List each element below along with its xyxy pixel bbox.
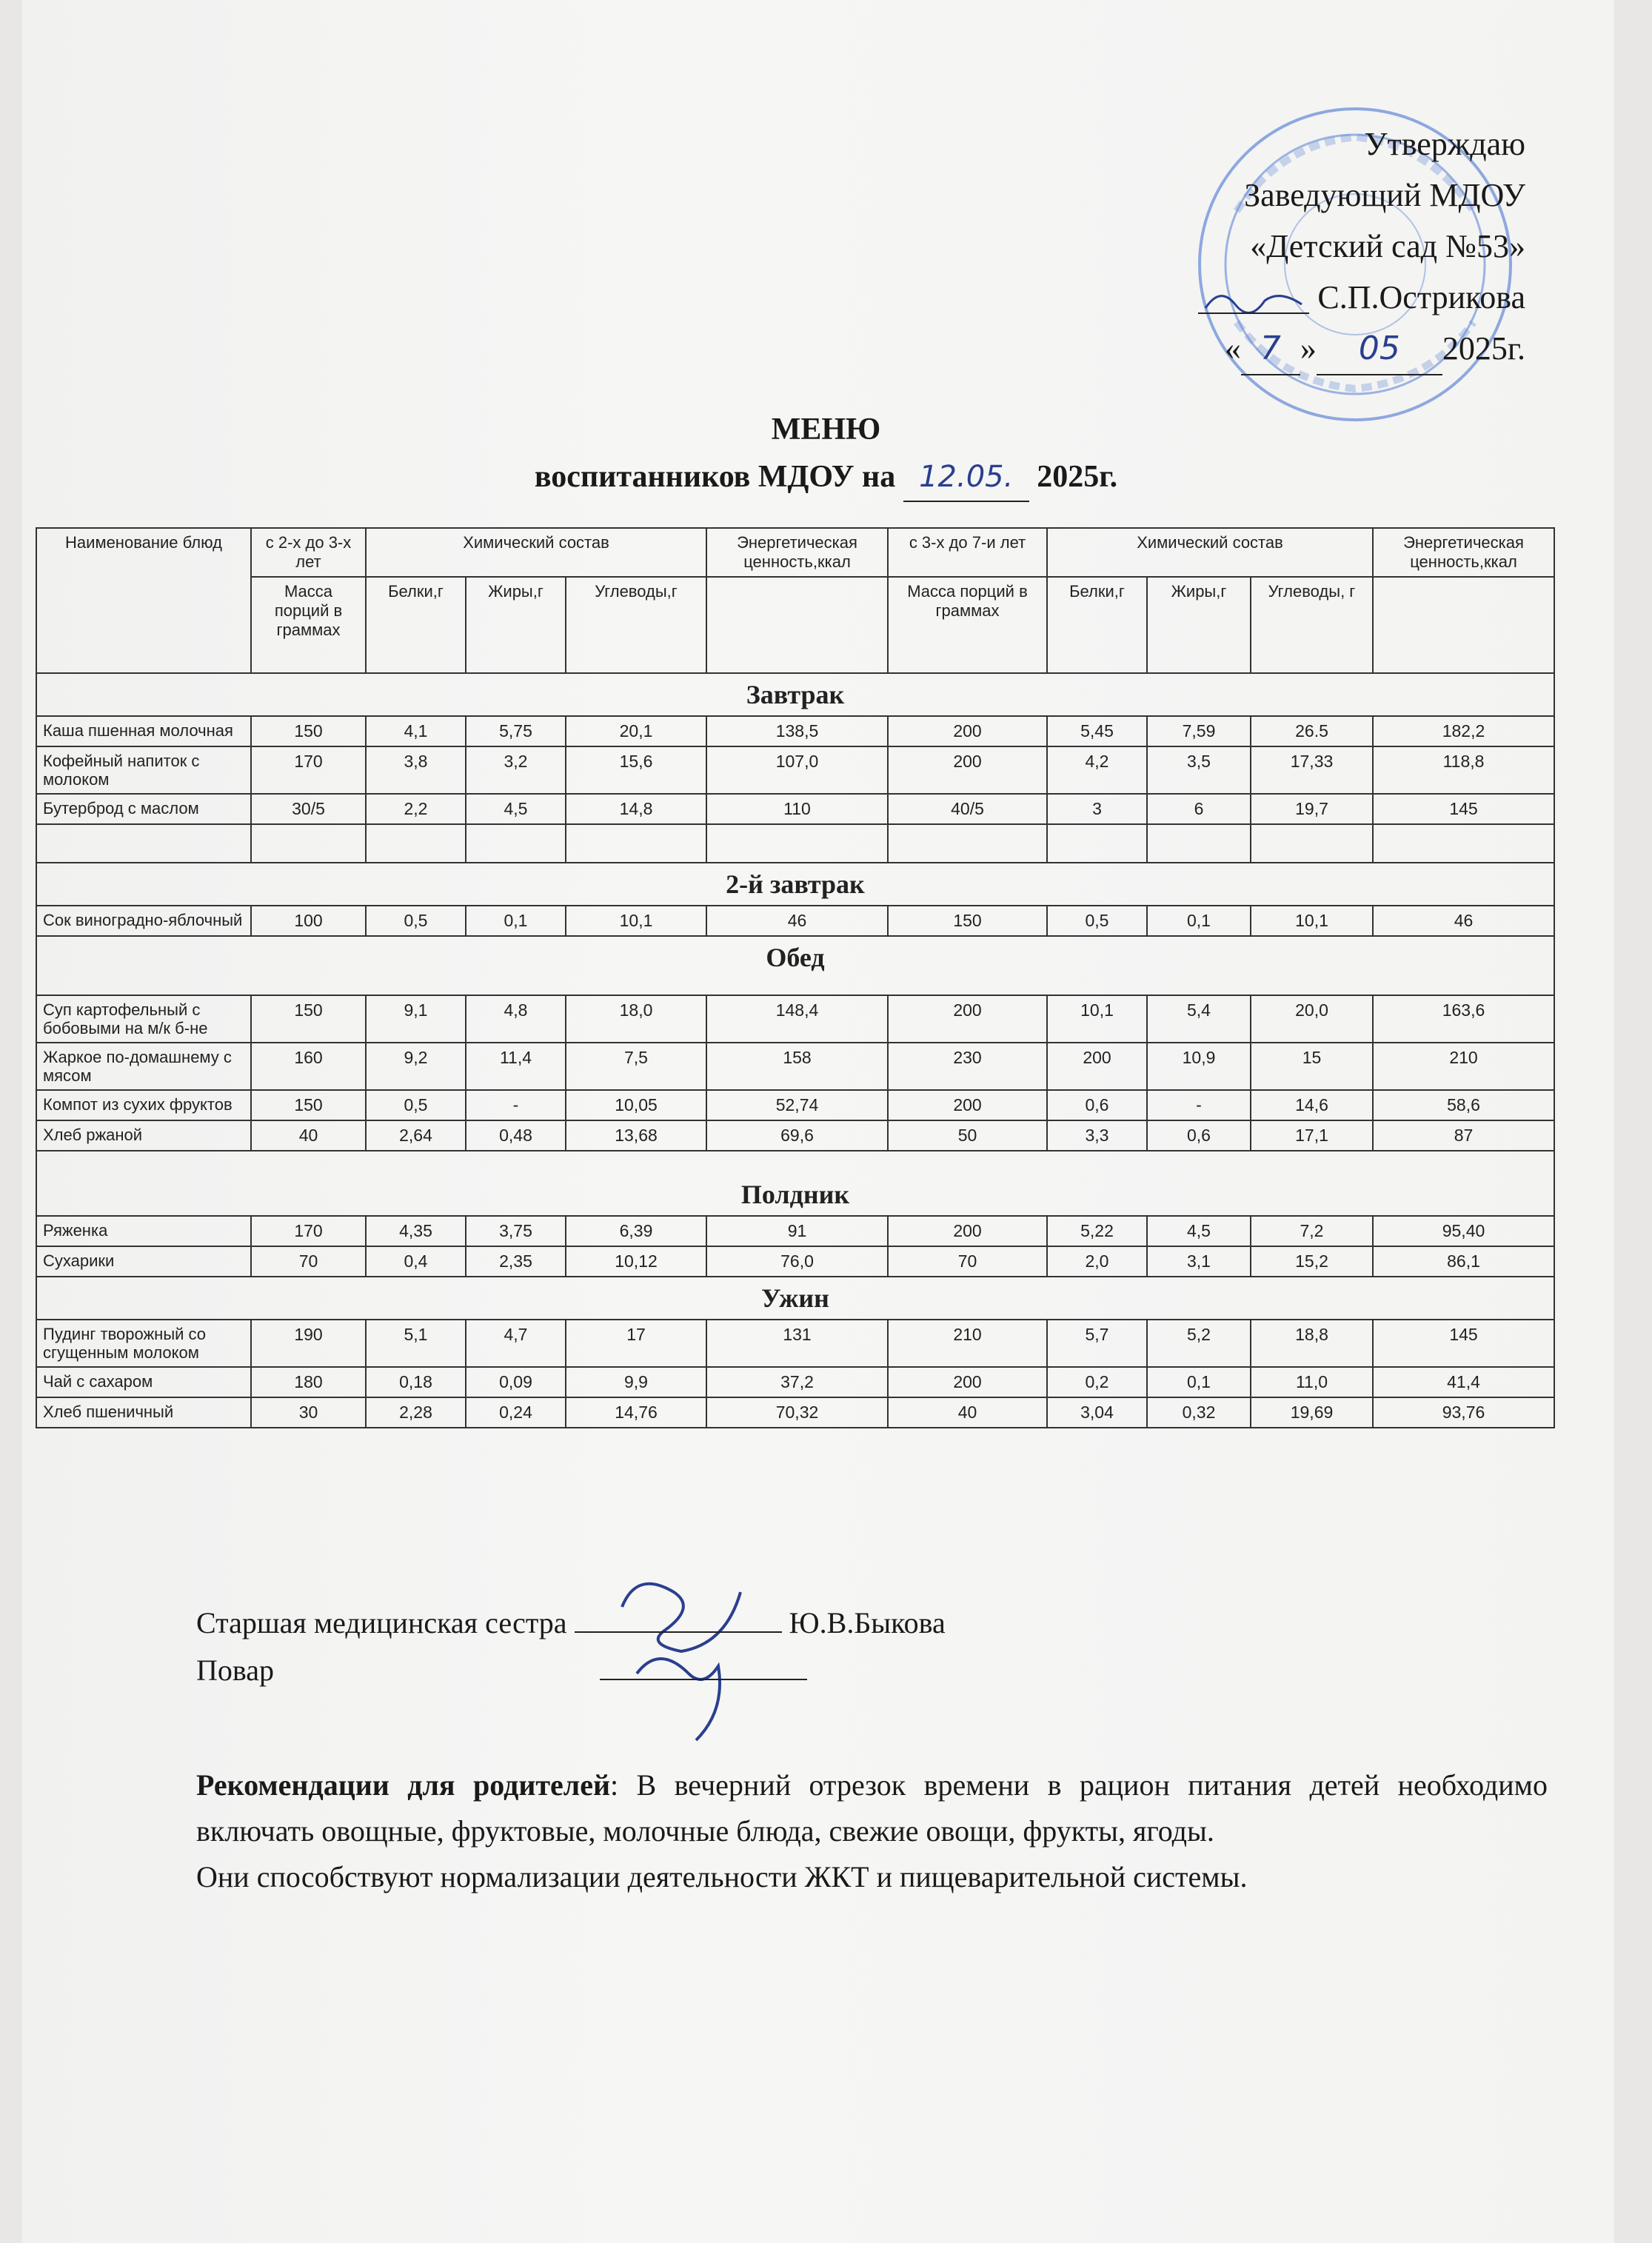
recommendation-text-2: Они способствуют нормализации деятельности ЖКТ и пищеварительной системы. [196,1860,1248,1893]
value-cell: 7,5 [566,1043,706,1090]
value-cell: 118,8 [1373,746,1554,794]
header-protein-1: Белки,г [366,577,466,673]
table-header-row [36,528,1554,577]
approval-signer: С.П.Острикова [1317,279,1525,315]
header-chem-2: Химический состав [1047,528,1373,577]
table-row [36,1397,1554,1428]
approval-position: Заведующий МДОУ [1244,177,1525,213]
value-cell: 50 [888,1120,1047,1151]
section-row-second-breakfast [36,863,1554,906]
director-signature [1198,282,1309,319]
value-cell: 14,76 [566,1397,706,1428]
value-cell: 26.5 [1251,716,1373,746]
value-cell: - [1147,1090,1251,1120]
dish-name-cell: Бутерброд с маслом [36,794,251,824]
value-cell: 210 [888,1320,1047,1367]
value-cell: 17,33 [1251,746,1373,794]
value-cell: 15 [1251,1043,1373,1090]
value-cell: 91 [706,1216,888,1246]
value-cell: 4,8 [466,995,566,1043]
dinner-rows [36,1320,1554,1428]
lunch-rows [36,995,1554,1151]
table-row [36,1043,1554,1090]
value-cell: 2,2 [366,794,466,824]
value-cell: 0,6 [1047,1090,1147,1120]
table-row [36,716,1554,746]
value-cell: 10,1 [1251,906,1373,936]
header-energy-1: Энергетическая ценность,ккал [706,528,888,577]
section-row-breakfast [36,673,1554,716]
value-cell: 150 [251,716,366,746]
value-cell: 40 [888,1397,1047,1428]
value-cell: 18,8 [1251,1320,1373,1367]
value-cell: 100 [251,906,366,936]
table-row [36,1246,1554,1277]
value-cell: 4,5 [466,794,566,824]
value-cell: 2,35 [466,1246,566,1277]
value-cell: 70,32 [706,1397,888,1428]
value-cell: 7,2 [1251,1216,1373,1246]
value-cell: 13,68 [566,1120,706,1151]
value-cell: 4,35 [366,1216,466,1246]
table-row-empty [36,824,1554,863]
value-cell: 14,6 [1251,1090,1373,1120]
value-cell: 148,4 [706,995,888,1043]
cook-line [196,1647,1085,1694]
value-cell: 46 [706,906,888,936]
value-cell: 107,0 [706,746,888,794]
value-cell: 150 [251,1090,366,1120]
table-row [36,1120,1554,1151]
section-breakfast: Завтрак [36,673,1554,716]
value-cell: 200 [888,1090,1047,1120]
cook-label: Повар [196,1654,274,1687]
value-cell: 0,24 [466,1397,566,1428]
value-cell: 10,1 [566,906,706,936]
parents-recommendation [196,1762,1548,1900]
value-cell: 0,2 [1047,1367,1147,1397]
value-cell: 4,5 [1147,1216,1251,1246]
value-cell: 15,2 [1251,1246,1373,1277]
value-cell: 170 [251,746,366,794]
nurse-label: Старшая медицинская сестра [196,1606,567,1639]
value-cell: 19,69 [1251,1397,1373,1428]
value-cell: 9,1 [366,995,466,1043]
value-cell: 5,1 [366,1320,466,1367]
table-row [36,1320,1554,1367]
value-cell: 10,12 [566,1246,706,1277]
menu-table [36,527,1555,1428]
value-cell: 200 [888,995,1047,1043]
value-cell: 150 [888,906,1047,936]
title-menu: МЕНЮ [771,412,881,447]
value-cell: 5,22 [1047,1216,1147,1246]
value-cell: 5,4 [1147,995,1251,1043]
value-cell: 4,2 [1047,746,1147,794]
value-cell: 170 [251,1216,366,1246]
section-snack: Полдник [36,1151,1554,1216]
value-cell: 11,4 [466,1043,566,1090]
value-cell: 5,75 [466,716,566,746]
value-cell: 86,1 [1373,1246,1554,1277]
value-cell: 0,1 [466,906,566,936]
recommendation-text: : В вечерний отрезок времени в рацион питания детей необходимо включать овощные, фруктовые, молочные блюда, свежие овощи, фрукты, ягоды. [196,1768,1548,1848]
value-cell: 230 [888,1043,1047,1090]
approval-month: 05 [1317,323,1442,375]
title-date-handwritten: 12.05. [903,453,1029,502]
value-cell: 95,40 [1373,1216,1554,1246]
value-cell: 3,3 [1047,1120,1147,1151]
value-cell: 0,5 [366,906,466,936]
nurse-sign-line [575,1603,782,1633]
section-row-dinner [36,1277,1554,1320]
value-cell: 3,04 [1047,1397,1147,1428]
value-cell: 9,9 [566,1367,706,1397]
dish-name-cell: Суп картофельный с бобовыми на м/к б-не [36,995,251,1043]
value-cell: 20,0 [1251,995,1373,1043]
value-cell: 3,1 [1147,1246,1251,1277]
approval-date: « 7 » 05 2025г. [1155,323,1525,375]
value-cell: 163,6 [1373,995,1554,1043]
value-cell: 52,74 [706,1090,888,1120]
approval-block [1155,118,1525,375]
value-cell: 5,2 [1147,1320,1251,1367]
dish-name-cell: Каша пшенная молочная [36,716,251,746]
approval-signer-line [1155,272,1525,323]
snack-rows [36,1216,1554,1277]
value-cell: - [466,1090,566,1120]
value-cell: 200 [888,1216,1047,1246]
approval-title: Утверждаю [1364,126,1525,162]
value-cell: 200 [1047,1043,1147,1090]
value-cell: 145 [1373,1320,1554,1367]
value-cell: 17,1 [1251,1120,1373,1151]
section-row-snack [36,1151,1554,1216]
table-row [36,1090,1554,1120]
value-cell: 2,0 [1047,1246,1147,1277]
value-cell: 0,5 [1047,906,1147,936]
value-cell: 58,6 [1373,1090,1554,1120]
dish-name-cell: Сок виноградно-яблочный [36,906,251,936]
table-row [36,746,1554,794]
title-subtitle: воспитанников МДОУ на 12.05. 2025г. [0,453,1652,502]
dish-name-cell: Пудинг творожный со сгущенным молоком [36,1320,251,1367]
header-age-3-7: с 3-х до 7-и лет [888,528,1047,577]
value-cell: 2,28 [366,1397,466,1428]
approval-organization: «Детский сад №53» [1250,228,1525,264]
value-cell: 138,5 [706,716,888,746]
dish-name-cell: Сухарики [36,1246,251,1277]
value-cell: 10,9 [1147,1043,1251,1090]
value-cell: 158 [706,1043,888,1090]
header-carbs-1: Углеводы,г [566,577,706,673]
header-energy-1-empty [706,577,888,673]
value-cell: 46 [1373,906,1554,936]
value-cell: 0,48 [466,1120,566,1151]
value-cell: 10,05 [566,1090,706,1120]
approval-day: 7 [1241,323,1300,375]
table-row [36,794,1554,824]
page-title [0,406,1652,502]
header-age-2-3: с 2-х до 3-х лет [251,528,366,577]
value-cell: 5,7 [1047,1320,1147,1367]
dish-name-cell: Кофейный напиток с молоком [36,746,251,794]
dish-name-cell: Хлеб пшеничный [36,1397,251,1428]
header-energy-2-empty [1373,577,1554,673]
dish-name-cell: Чай с сахаром [36,1367,251,1397]
value-cell: 0,09 [466,1367,566,1397]
value-cell: 0,1 [1147,906,1251,936]
section-row-lunch [36,936,1554,995]
value-cell: 145 [1373,794,1554,824]
value-cell: 3 [1047,794,1147,824]
value-cell: 3,2 [466,746,566,794]
recommendation-lead: Рекомендации для родителей [196,1768,611,1802]
header-fat-1: Жиры,г [466,577,566,673]
value-cell: 210 [1373,1043,1554,1090]
header-protein-2: Белки,г [1047,577,1147,673]
value-cell: 37,2 [706,1367,888,1397]
approval-year: 2025г. [1442,330,1525,367]
value-cell: 3,75 [466,1216,566,1246]
value-cell: 0,6 [1147,1120,1251,1151]
value-cell: 200 [888,746,1047,794]
value-cell: 30/5 [251,794,366,824]
header-dish: Наименование блюд [36,528,251,673]
table-row [36,906,1554,936]
dish-name-cell: Жаркое по-домашнему с мясом [36,1043,251,1090]
value-cell: 6 [1147,794,1251,824]
value-cell: 15,6 [566,746,706,794]
nurse-name: Ю.В.Быкова [789,1606,946,1639]
header-mass-2: Масса порций в граммах [888,577,1047,673]
value-cell: 6,39 [566,1216,706,1246]
section-lunch: Обед [36,936,1554,995]
value-cell: 10,1 [1047,995,1147,1043]
value-cell: 19,7 [1251,794,1373,824]
value-cell: 0,4 [366,1246,466,1277]
cook-sign-line [600,1651,807,1680]
header-fat-2: Жиры,г [1147,577,1251,673]
value-cell: 7,59 [1147,716,1251,746]
recommendation-paragraph [196,1762,1548,1854]
table-row [36,1367,1554,1397]
header-chem-1: Химический состав [366,528,706,577]
value-cell: 4,1 [366,716,466,746]
dish-name-cell: Компот из сухих фруктов [36,1090,251,1120]
value-cell: 5,45 [1047,716,1147,746]
table-row [36,1216,1554,1246]
value-cell: 180 [251,1367,366,1397]
value-cell: 182,2 [1373,716,1554,746]
value-cell: 14,8 [566,794,706,824]
header-carbs-2: Углеводы, г [1251,577,1373,673]
value-cell: 11,0 [1251,1367,1373,1397]
value-cell: 4,7 [466,1320,566,1367]
header-mass-1: Масса порций в граммах [251,577,366,673]
breakfast-rows [36,716,1554,824]
value-cell: 40 [251,1120,366,1151]
second-breakfast-rows [36,906,1554,936]
value-cell: 0,5 [366,1090,466,1120]
value-cell: 69,6 [706,1120,888,1151]
value-cell: 18,0 [566,995,706,1043]
dish-name-cell: Ряженка [36,1216,251,1246]
value-cell: 200 [888,716,1047,746]
value-cell: 93,76 [1373,1397,1554,1428]
value-cell: 17 [566,1320,706,1367]
signatures-block [196,1599,1085,1694]
value-cell: 70 [251,1246,366,1277]
value-cell: 2,64 [366,1120,466,1151]
value-cell: 200 [888,1367,1047,1397]
value-cell: 0,1 [1147,1367,1251,1397]
value-cell: 190 [251,1320,366,1367]
value-cell: 131 [706,1320,888,1367]
table-subheader-row [36,577,1554,673]
dish-name-cell: Хлеб ржаной [36,1120,251,1151]
value-cell: 150 [251,995,366,1043]
section-second-breakfast: 2-й завтрак [36,863,1554,906]
value-cell: 3,5 [1147,746,1251,794]
value-cell: 87 [1373,1120,1554,1151]
header-energy-2: Энергетическая ценность,ккал [1373,528,1554,577]
value-cell: 76,0 [706,1246,888,1277]
value-cell: 160 [251,1043,366,1090]
nurse-line [196,1599,1085,1647]
value-cell: 40/5 [888,794,1047,824]
value-cell: 30 [251,1397,366,1428]
value-cell: 20,1 [566,716,706,746]
value-cell: 0,32 [1147,1397,1251,1428]
value-cell: 3,8 [366,746,466,794]
table-row [36,995,1554,1043]
value-cell: 9,2 [366,1043,466,1090]
section-dinner: Ужин [36,1277,1554,1320]
value-cell: 110 [706,794,888,824]
value-cell: 41,4 [1373,1367,1554,1397]
value-cell: 0,18 [366,1367,466,1397]
value-cell: 70 [888,1246,1047,1277]
